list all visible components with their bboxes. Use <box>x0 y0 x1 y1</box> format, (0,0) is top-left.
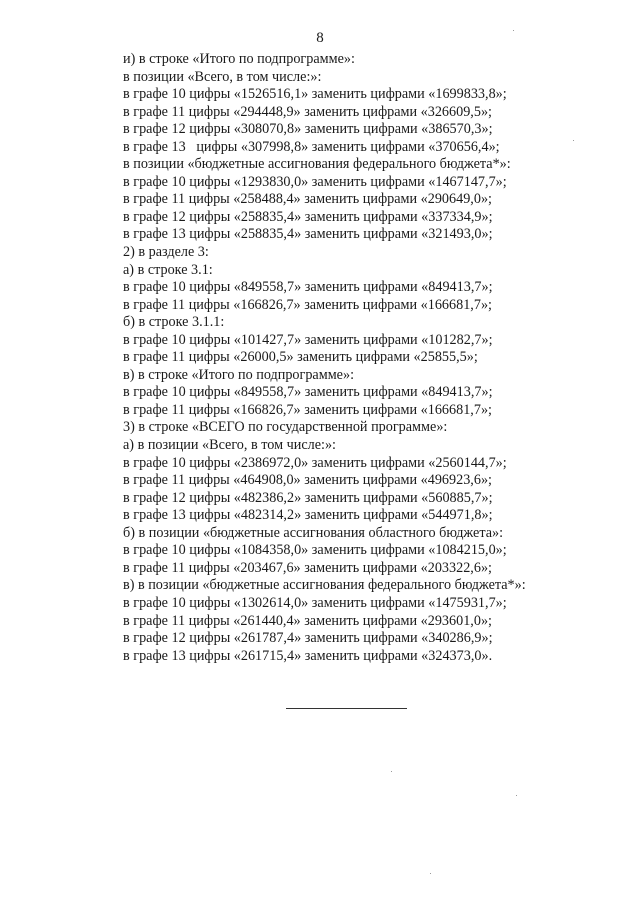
scan-speck <box>516 795 517 796</box>
scan-speck <box>391 771 392 772</box>
text-line: в графе 10 цифры «849558,7» заменить цифрами «849413,7»; <box>123 384 493 401</box>
text-line: а) в строке 3.1: <box>123 261 213 278</box>
text-line: в позиции «бюджетные ассигнования федерального бюджета*»: <box>123 156 511 173</box>
text-line: б) в строке 3.1.1: <box>123 314 225 331</box>
scan-speck <box>513 30 514 31</box>
text-line: в графе 13 цифры «482314,2» заменить цифрами «544971,8»; <box>123 507 493 524</box>
text-line: в графе 13 цифры «261715,4» заменить цифрами «324373,0». <box>123 647 493 664</box>
text-line: в графе 10 цифры «1526516,1» заменить цифрами «1699833,8»; <box>123 86 507 103</box>
text-line: в графе 11 цифры «26000,5» заменить цифрами «25855,5»; <box>123 349 478 366</box>
text-line: а) в позиции «Всего, в том числе:»: <box>123 437 336 454</box>
text-line: в графе 11 цифры «258488,4» заменить цифрами «290649,0»; <box>123 191 492 208</box>
text-line: в графе 12 цифры «261787,4» заменить цифрами «340286,9»; <box>123 630 493 647</box>
text-line: в графе 10 цифры «1293830,0» заменить цифрами «1467147,7»; <box>123 173 507 190</box>
text-line: в) в строке «Итого по подпрограмме»: <box>123 366 355 383</box>
text-line: в графе 10 цифры «1084358,0» заменить цифрами «1084215,0»; <box>123 542 507 559</box>
text-line: в графе 10 цифры «849558,7» заменить цифрами «849413,7»; <box>123 279 493 296</box>
text-line: в графе 10 цифры «1302614,0» заменить цифрами «1475931,7»; <box>123 594 507 611</box>
page-number: 8 <box>316 30 324 46</box>
text-line: б) в позиции «бюджетные ассигнования областного бюджета»: <box>123 524 504 541</box>
text-line: в графе 10 цифры «2386972,0» заменить цифрами «2560144,7»; <box>123 454 507 471</box>
text-line: и) в строке «Итого по подпрограмме»: <box>123 51 355 67</box>
text-line: в графе 13 цифры «258835,4» заменить цифрами «321493,0»; <box>123 226 493 243</box>
text-line: в графе 11 цифры «166826,7» заменить цифрами «166681,7»; <box>123 296 492 313</box>
text-line: в позиции «Всего, в том числе:»: <box>123 68 322 85</box>
document-body <box>123 51 623 665</box>
text-line: в графе 10 цифры «101427,7» заменить цифрами «101282,7»; <box>123 331 493 348</box>
text-line: 3) в строке «ВСЕГО по государственной программе»: <box>123 419 448 436</box>
text-line: в графе 12 цифры «258835,4» заменить цифрами «337334,9»; <box>123 208 493 225</box>
text-line: в графе 11 цифры «464908,0» заменить цифрами «496923,6»; <box>123 472 492 489</box>
scan-speck <box>573 140 574 141</box>
end-separator-line <box>286 708 407 709</box>
scan-speck <box>430 873 431 874</box>
text-line: в графе 11 цифры «261440,4» заменить цифрами «293601,0»; <box>123 612 492 629</box>
text-line: в графе 12 цифры «482386,2» заменить цифрами «560885,7»; <box>123 489 493 506</box>
text-line: в графе 11 цифры «166826,7» заменить цифрами «166681,7»; <box>123 401 492 418</box>
text-line: в графе 11 цифры «203467,6» заменить цифрами «203322,6»; <box>123 559 492 576</box>
text-line: в графе 12 цифры «308070,8» заменить цифрами «386570,3»; <box>123 121 493 138</box>
text-line: в графе 11 цифры «294448,9» заменить цифрами «326609,5»; <box>123 103 492 120</box>
text-line: в графе 13 цифры «307998,8» заменить цифрами «370656,4»; <box>123 138 500 155</box>
text-line: в) в позиции «бюджетные ассигнования федерального бюджета*»: <box>123 577 526 594</box>
text-line: 2) в разделе 3: <box>123 244 209 261</box>
